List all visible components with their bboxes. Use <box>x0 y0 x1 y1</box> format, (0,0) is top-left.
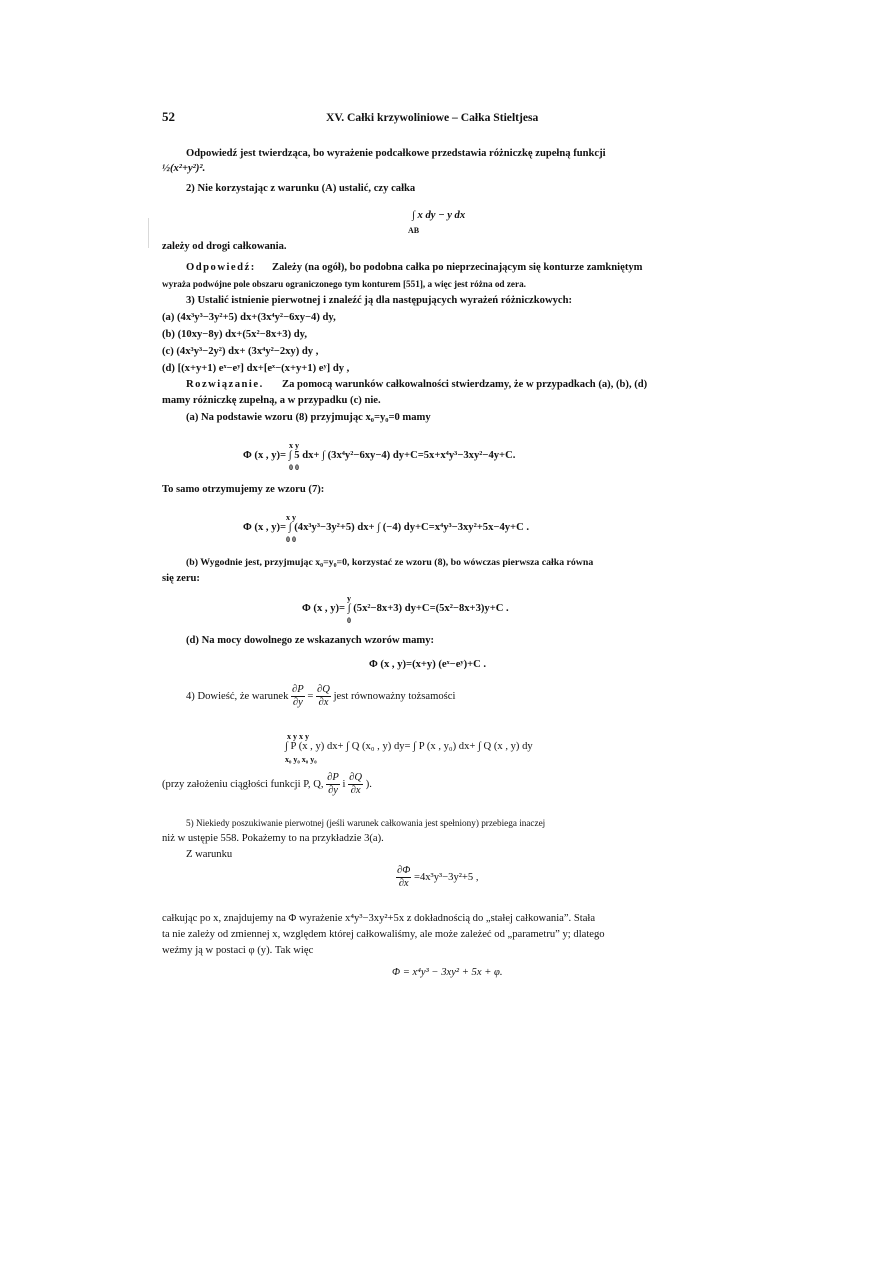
case-b-line2: się zeru: <box>162 573 200 584</box>
item2-line1: 2) Nie korzystając z warunku (A) ustalić, czy całka <box>186 183 416 194</box>
from-condition: Z warunku <box>186 849 233 860</box>
item4-fraction-dP-dy <box>291 684 305 709</box>
answer2-line2: wyraża podwójne pole obszaru ograniczonego tym konturem [551], a więc jest różna od zera. <box>162 279 526 289</box>
item3-intro: 3) Ustalić istnienie pierwotnej i znaleźć ją dla następujących wyrażeń różniczkowych: <box>186 295 573 306</box>
eq6-den: ∂x <box>398 878 409 890</box>
item4-fraction-dQ-dx <box>316 684 331 709</box>
eq1-lower-limits: 0 0 <box>289 463 299 472</box>
eq2-lower-limits: 0 0 <box>286 535 296 544</box>
assumption-line <box>162 772 372 798</box>
integration-line2: ta nie zależy od zmiennej x, względem której całkowaliśmy, ale może zależeć od „parametru” y; dlatego <box>162 929 605 940</box>
integration-line3: weźmy ją w postaci φ (y). Tak więc <box>162 945 314 956</box>
assumption-frac1-den: ∂y <box>328 785 338 797</box>
running-title: XV. Całki krzywoliniowe – Całka Stieltjesa <box>326 111 539 124</box>
eq6-rhs: =4x³y³−3y²+5 , <box>413 872 479 883</box>
item4-statement <box>186 684 455 710</box>
item5-line1: 5) Niekiedy poszukiwanie pierwotnej (jeśli warunek całkowania jest spełniony) przebiega inaczej <box>186 818 546 828</box>
equation-6 <box>396 865 479 891</box>
case-b-line1: (b) Wygodnie jest, przyjmując x₀=y₀=0, korzystać ze wzoru (8), bo wówczas pierwsza całka równa <box>186 557 594 568</box>
assumption-frac2-den: ∂x <box>350 785 361 797</box>
item3-b: (b) (10xy−8y) dx+(5x²−8x+3) dy, <box>162 329 308 340</box>
answer1-line1: Odpowiedź jest twierdząca, bo wyrażenie podcałkowe przedstawia różniczkę zupełną funkcji <box>186 148 606 159</box>
equation-7: Φ = x⁴y³ − 3xy² + 5x + φ. <box>392 967 503 978</box>
page-number: 52 <box>162 109 175 124</box>
item4-prefix: 4) Dowieść, że warunek <box>186 691 289 702</box>
item4-frac2-num: ∂Q <box>317 684 330 696</box>
item2-integral-path: AB <box>408 226 420 235</box>
eq5-lower-limits: x₀ y₀ x₀ y₀ <box>285 755 317 764</box>
assumption-suffix: ). <box>365 779 372 790</box>
item4-equals: = <box>307 691 314 702</box>
assumption-fraction-dQ-dx <box>348 772 363 797</box>
answer2-line1: Zależy (na ogół), bo podobna całka po nieprzecinającym się konturze zamkniętym <box>272 262 643 273</box>
solution-label: Rozwiązanie. <box>186 379 264 390</box>
equation-3: Φ (x , y)= ∫ (5x²−8x+3) dy+C=(5x²−8x+3)y+C . <box>302 603 509 614</box>
item3-a: (a) (4x³y³−3y²+5) dx+(3x⁴y²−6xy−4) dy, <box>162 312 336 323</box>
equation-2: Φ (x , y)= ∫ (4x³y³−3y²+5) dx+ ∫ (−4) dy+C=x⁴y³−3xy²+5x−4y+C . <box>243 522 530 533</box>
assumption-fraction-dP-dy <box>326 772 340 797</box>
item2-integral: ∫ x dy − y dx <box>412 210 466 221</box>
same-from-formula7: To samo otrzymujemy ze wzoru (7): <box>162 484 325 495</box>
scan-artifact-line <box>148 218 149 248</box>
answer1-line2: ½(x²+y²)². <box>162 163 206 174</box>
assumption-frac1-num: ∂P <box>327 772 339 784</box>
assumption-prefix: (przy założeniu ciągłości funkcji P, Q, <box>162 779 324 790</box>
case-a-intro: (a) Na podstawie wzoru (8) przyjmując x₀=y₀=0 mamy <box>186 412 431 423</box>
eq2-upper-limits: x y <box>286 513 296 522</box>
item3-c: (c) (4x³y³−2y²) dx+ (3x⁴y²−2xy) dy , <box>162 346 319 357</box>
equation-5: ∫ P (x , y) dx+ ∫ Q (x₀ , y) dy= ∫ P (x , y₀) dx+ ∫ Q (x , y) dy <box>285 741 533 752</box>
assumption-frac2-num: ∂Q <box>349 772 363 784</box>
assumption-conjunction: i <box>342 779 346 790</box>
eq6-num: ∂Φ <box>397 865 411 877</box>
eq1-upper-limits: x y <box>289 441 299 450</box>
equation-1: Φ (x , y)= ∫ 5 dx+ ∫ (3x⁴y²−6xy−4) dy+C=5x+x⁴y³−3xy²−4y+C. <box>243 450 516 461</box>
solution-line2: mamy różniczkę zupełną, a w przypadku (c) nie. <box>162 395 381 406</box>
eq6-fraction <box>396 865 411 890</box>
item5-line2: niż w ustępie 558. Pokażemy to na przykładzie 3(a). <box>162 833 384 844</box>
item4-suffix: jest równoważny tożsamości <box>333 691 456 702</box>
integration-line1: całkując po x, znajdujemy na Φ wyrażenie x⁴y³−3xy²+5x z dokładnością do „stałej całkowania”. Stała <box>162 913 596 924</box>
item4-frac1-den: ∂y <box>292 697 303 709</box>
item2-line2: zależy od drogi całkowania. <box>162 241 287 252</box>
case-d-intro: (d) Na mocy dowolnego ze wskazanych wzorów mamy: <box>186 635 435 646</box>
item4-frac2-den: ∂x <box>318 697 329 709</box>
eq3-lower-limit: 0 <box>347 616 351 625</box>
eq5-upper-limits: x y x y <box>287 732 309 741</box>
item3-d: (d) [(x+y+1) eˣ−eʸ] dx+[eˣ−(x+y+1) eʸ] dy , <box>162 363 350 374</box>
solution-line1: Za pomocą warunków całkowalności stwierdzamy, że w przypadkach (a), (b), (d) <box>282 379 648 390</box>
eq3-upper-limit: y <box>347 594 351 603</box>
equation-4: Φ (x , y)=(x+y) (eˣ−eʸ)+C . <box>369 659 487 670</box>
item4-frac1-num: ∂P <box>292 684 304 696</box>
answer2-label: Odpowiedź: <box>186 262 256 273</box>
